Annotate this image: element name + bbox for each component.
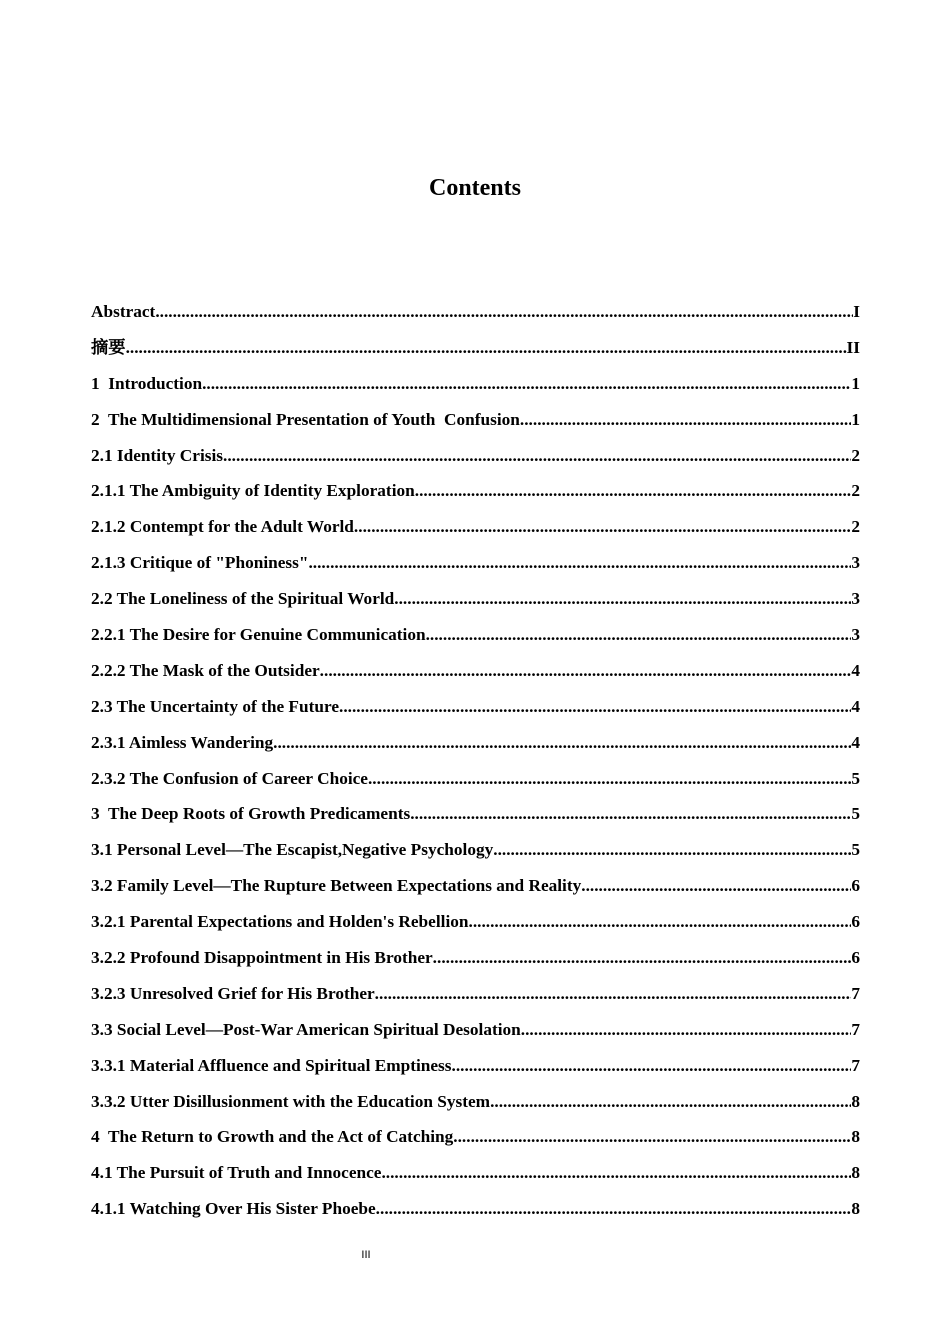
toc-entry-page-number: 6: [851, 912, 860, 932]
toc-entry-page-number: I: [853, 302, 860, 321]
toc-entry-page-number: 2: [851, 517, 860, 537]
toc-entry[interactable]: [91, 909, 860, 945]
toc-entry-title: 3.3 Social Level—Post-War American Spiritual Desolation: [91, 1019, 521, 1039]
toc-entry-title: 2.3.1 Aimless Wandering: [91, 732, 274, 752]
toc-entry-title: 3.2.1 Parental Expectations and Holden's Rebellion: [91, 912, 469, 932]
toc-entry-title: 4.1.1 Watching Over His Sister Phoebe: [91, 1199, 376, 1219]
toc-dot-leader: [469, 909, 852, 935]
toc-entry[interactable]: [91, 335, 860, 371]
toc-entry-page-number: 1: [851, 373, 860, 393]
toc-entry[interactable]: [91, 622, 860, 658]
toc-entry-page-number: 5: [851, 768, 860, 788]
toc-entry[interactable]: [91, 1160, 860, 1196]
toc-entry-title: Abstract: [91, 302, 156, 321]
toc-entry-title: 3.2 Family Level—The Rupture Between Expectations and Reality: [91, 876, 582, 896]
toc-entry-page-number: 3: [851, 589, 860, 609]
toc-dot-leader: [202, 371, 851, 397]
toc-dot-leader: [223, 443, 851, 469]
toc-dot-leader: [308, 550, 851, 576]
toc-entry-page-number: 3: [851, 553, 860, 573]
toc-dot-leader: [490, 1089, 851, 1115]
toc-entry[interactable]: [91, 1124, 860, 1160]
toc-entry-title: 2.2.2 The Mask of the Outsider: [91, 660, 320, 680]
toc-entry-title: 4 The Return to Growth and the Act of Catching: [91, 1127, 454, 1147]
toc-entry-page-number: 4: [851, 660, 860, 680]
toc-entry[interactable]: [91, 1017, 860, 1053]
toc-entry[interactable]: [91, 407, 860, 443]
toc-entry[interactable]: [91, 514, 860, 550]
page-title: Contents: [428, 175, 521, 201]
toc-entry[interactable]: [91, 945, 860, 981]
toc-entry-title: 2.2.1 The Desire for Genuine Communication: [91, 625, 426, 645]
toc-entry[interactable]: [91, 837, 860, 873]
footer-page-number: III: [361, 1249, 371, 1261]
toc-dot-leader: [433, 945, 852, 971]
toc-entry-page-number: 8: [851, 1127, 860, 1147]
toc-entry-title: 2 The Multidimensional Presentation of Youth Confusion: [91, 409, 520, 429]
toc-dot-leader: [426, 622, 852, 648]
toc-dot-leader: [521, 1017, 852, 1043]
toc-entry-page-number: 6: [851, 948, 860, 968]
toc-entry-page-number: 4: [851, 732, 860, 752]
toc-entry-page-number: 3: [851, 625, 860, 645]
toc-dot-leader: [126, 335, 847, 361]
toc-entry-page-number: 5: [851, 804, 860, 824]
toc-entry-title: 2.2 The Loneliness of the Spiritual World: [91, 589, 395, 609]
toc-entry[interactable]: [91, 299, 860, 335]
toc-dot-leader: [354, 514, 851, 540]
toc-entry[interactable]: [91, 873, 860, 909]
toc-entry[interactable]: [91, 658, 860, 694]
toc-entry-title: 摘要: [91, 337, 126, 357]
toc-entry-page-number: 4: [851, 696, 860, 716]
toc-entry-title: 3.3.1 Material Affluence and Spiritual Emptiness: [91, 1055, 452, 1075]
toc-dot-leader: [320, 658, 852, 684]
toc-dot-leader: [415, 478, 852, 504]
toc-dot-leader: [520, 407, 851, 433]
toc-entry-page-number: 2: [851, 481, 860, 501]
toc-entry-title: 2.3.2 The Confusion of Career Choice: [91, 768, 368, 788]
toc-entry-title: 3.3.2 Utter Disillusionment with the Education System: [91, 1091, 491, 1111]
toc-dot-leader: [375, 981, 852, 1007]
toc-dot-leader: [394, 586, 851, 612]
toc-entry-page-number: 2: [851, 445, 860, 465]
toc-dot-leader: [376, 1196, 852, 1222]
toc-entry-page-number: 8: [851, 1163, 860, 1183]
toc-entry[interactable]: [91, 766, 860, 802]
toc-dot-leader: [452, 1053, 852, 1079]
toc-entry[interactable]: [91, 586, 860, 622]
toc-entry[interactable]: [91, 1196, 860, 1232]
toc-entry-title: 4.1 The Pursuit of Truth and Innocence: [91, 1163, 382, 1183]
toc-entry[interactable]: [91, 371, 860, 407]
toc-entry-title: 1 Introduction: [91, 373, 203, 393]
toc-entry[interactable]: [91, 550, 860, 586]
toc-entry-page-number: 1: [851, 409, 860, 429]
toc-entry-page-number: 7: [851, 983, 860, 1003]
toc-entry[interactable]: [91, 478, 860, 514]
toc-entry-title: 3.2.2 Profound Disappointment in His Brother: [91, 948, 433, 968]
toc-entry-title: 2.1.3 Critique of "Phoniness": [91, 553, 309, 573]
toc-dot-leader: [410, 801, 851, 827]
toc-entry[interactable]: [91, 1053, 860, 1089]
toc-entry[interactable]: [91, 981, 860, 1017]
toc-entry-title: 3 The Deep Roots of Growth Predicaments: [91, 804, 411, 824]
toc-dot-leader: [381, 1160, 851, 1186]
toc-entry-page-number: 7: [851, 1019, 860, 1039]
toc-dot-leader: [273, 730, 851, 756]
toc-dot-leader: [493, 837, 851, 863]
toc-entry-page-number: II: [846, 337, 860, 357]
toc-entry-title: 3.1 Personal Level—The Escapist,Negative Psychology: [91, 840, 494, 860]
toc-entry-page-number: 8: [851, 1199, 860, 1219]
toc-dot-leader: [339, 694, 851, 720]
toc-entry-title: 2.1.1 The Ambiguity of Identity Exploration: [91, 481, 415, 501]
toc-entry-title: 2.3 The Uncertainty of the Future: [91, 696, 339, 716]
toc-entry[interactable]: [91, 1089, 860, 1125]
toc-entry-page-number: 6: [851, 876, 860, 896]
toc-dot-leader: [581, 873, 851, 899]
table-of-contents: [91, 299, 860, 1232]
toc-entry-page-number: 8: [851, 1091, 860, 1111]
toc-dot-leader: [155, 299, 853, 325]
toc-entry-title: 2.1.2 Contempt for the Adult World: [91, 517, 354, 537]
toc-entry[interactable]: [91, 730, 860, 766]
toc-entry-page-number: 5: [851, 840, 860, 860]
toc-entry-title: 3.2.3 Unresolved Grief for His Brother: [91, 983, 375, 1003]
toc-dot-leader: [453, 1124, 851, 1150]
toc-entry[interactable]: [91, 694, 860, 730]
toc-entry[interactable]: [91, 443, 860, 479]
toc-entry-title: 2.1 Identity Crisis: [91, 445, 224, 465]
toc-entry[interactable]: [91, 801, 860, 837]
toc-dot-leader: [368, 766, 851, 792]
toc-entry-page-number: 7: [851, 1055, 860, 1075]
